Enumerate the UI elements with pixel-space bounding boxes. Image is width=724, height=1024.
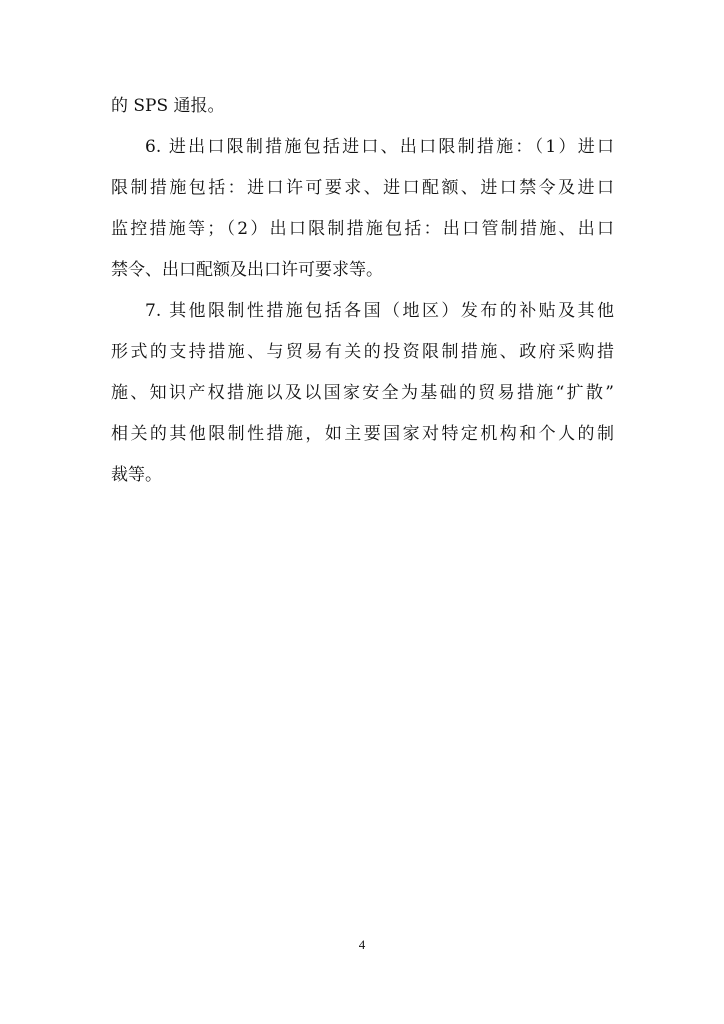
text-line: 监控措施等；（2）出口限制措施包括：出口管制措施、出口 [111, 219, 614, 239]
text-line: 的 SPS 通报。 [111, 96, 225, 116]
text-line: 6. 进出口限制措施包括进口、出口限制措施：（1）进口 [145, 137, 614, 157]
text-line: 7. 其他限制性措施包括各国（地区）发布的补贴及其他 [145, 301, 614, 321]
text-line: 限制措施包括：进口许可要求、进口配额、进口禁令及进口 [111, 178, 614, 198]
text-line: 裁等。 [111, 465, 162, 485]
page-number: 4 [358, 937, 366, 952]
text-line: 施、知识产权措施以及以国家安全为基础的贸易措施“扩散” [111, 383, 614, 403]
text-line: 禁令、出口配额及出口许可要求等。 [111, 260, 383, 280]
body-text [111, 86, 614, 496]
text-line: 相关的其他限制性措施，如主要国家对特定机构和个人的制 [111, 424, 614, 444]
text-line: 形式的支持措施、与贸易有关的投资限制措施、政府采购措 [111, 342, 614, 362]
